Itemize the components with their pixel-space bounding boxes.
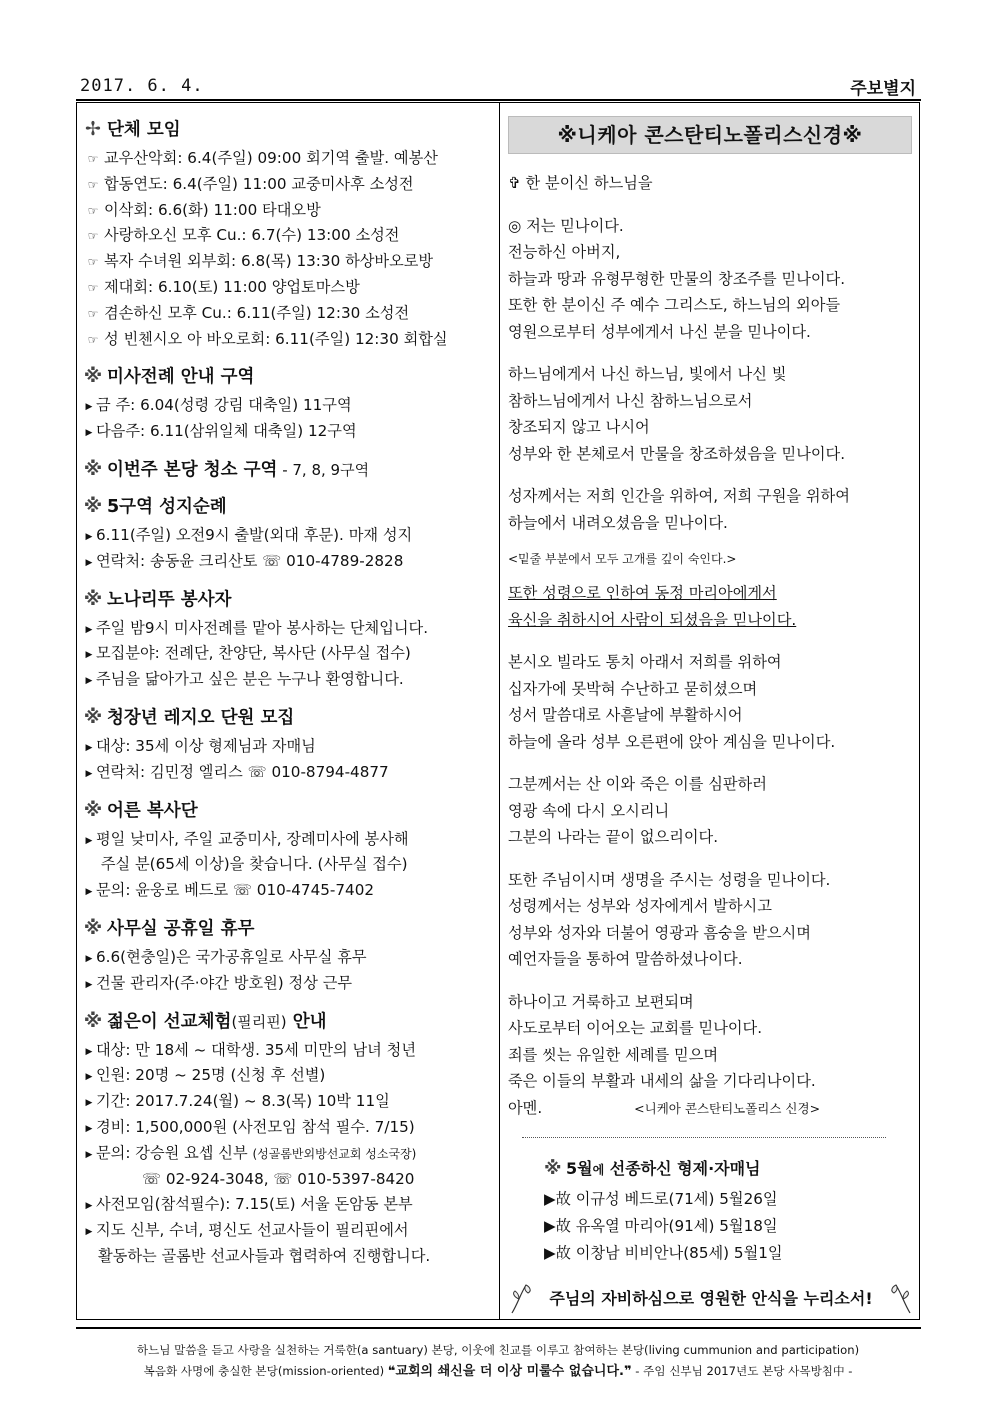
- creed-line: 영광 속에 다시 오시리니: [508, 801, 670, 820]
- section-mark-icon: ※: [83, 705, 103, 728]
- section-mark-icon: ※: [83, 587, 103, 610]
- section-mark-icon: ※: [83, 457, 103, 480]
- triangle-bullet-icon: ▶: [85, 1201, 93, 1212]
- creed-line: 성부와 성자와 더불어 영광과 흠숭을 받으시며: [508, 923, 811, 942]
- creed-line: 성령께서는 성부와 성자에게서 발하시고: [508, 897, 772, 915]
- creed-line: 그분께서는 산 이와 죽은 이를 심판하러: [508, 775, 767, 793]
- footer-line: 하느님 말씀을 듣고 사랑을 실천하는 거룩한(a santuary) 본당, 이웃에 친교를 이루고 참여하는 본당(living cummunion and participation): [136, 1343, 860, 1357]
- triangle-bullet-icon: ▶: [85, 402, 93, 413]
- memorial-item: ▶故 이규성 베드로(71세) 5월26일: [544, 1190, 778, 1208]
- section-title: ※ 노나리뚜 봉사자: [83, 587, 232, 610]
- list-item: ▶ 기간: 2017.7.24(월) ~ 8.3(목) 10박 11일: [82, 1089, 492, 1115]
- pointing-hand-icon: ☞: [87, 177, 99, 192]
- creed-line: 육신을 취하시어 사람이 되셨음을 믿나이다.: [508, 610, 797, 629]
- list-item: ☞ 합동연도: 6.4(주일) 11:00 교중미사후 소성전: [82, 172, 492, 198]
- triangle-bullet-icon: ▶: [85, 531, 93, 542]
- section-mark-icon: ※: [83, 494, 103, 517]
- bulletin-date: 2017. 6. 4.: [80, 76, 204, 96]
- creed-line: 또한 성령으로 인하여 동정 마리아에게서: [508, 584, 777, 602]
- section-title: ※ 미사전례 안내 구역: [83, 365, 255, 388]
- triangle-bullet-icon: ▶: [85, 557, 93, 568]
- creed-title: ※니케아 콘스탄티노폴리스신경※: [508, 116, 912, 154]
- list-item: ▶ 연락처: 송동윤 크리산토 ☏ 010-4789-2828: [82, 549, 492, 575]
- list-item: ▶ 건물 관리자(주·야간 방호원) 정상 근무: [82, 971, 492, 997]
- section-title: ※ 사무실 공휴일 휴무: [83, 916, 255, 939]
- list-item: ▶ 인원: 20명 ~ 25명 (신청 후 선별): [82, 1063, 492, 1089]
- creed-line: 또한 한 분이신 주 예수 그리스도, 하느님의 외아들: [508, 296, 841, 314]
- column-divider: [499, 102, 500, 1320]
- footer-rule: [76, 1327, 921, 1329]
- triangle-bullet-icon: ▶: [85, 1046, 93, 1057]
- list-item: ▶ 평일 낮미사, 주일 교중미사, 장례미사에 봉사해: [82, 827, 492, 853]
- notice-section: [82, 363, 492, 445]
- creed-line: 전능하신 아버지,: [508, 243, 621, 261]
- list-item-continued: 활동하는 골롬반 선교사들과 협력하여 진행합니다.: [98, 1246, 431, 1265]
- memorial-item: ▶故 유옥열 마리아(91세) 5월18일: [544, 1217, 778, 1235]
- list-item: ▶ 주일 밤9시 미사전례를 맡아 봉사하는 단체입니다.: [82, 616, 492, 642]
- header-rule: [76, 99, 921, 101]
- notice-section: [82, 493, 492, 575]
- triangle-bullet-icon: ▶: [85, 979, 93, 990]
- bulletin-title: 주보별지: [850, 79, 916, 99]
- list-item: ▶ 지도 신부, 수녀, 평신도 선교사들이 필리핀에서: [82, 1218, 492, 1244]
- creed-line: 영원으로부터 성부에게서 나신 분을 믿나이다.: [508, 322, 811, 341]
- section-mark-icon: ※: [544, 1158, 562, 1179]
- triangle-bullet-icon: ▶: [85, 428, 93, 439]
- triangle-bullet-icon: ▶: [85, 835, 93, 846]
- list-item: ▶ 문의: 강승원 요셉 신부 (성골롬반외방선교회 성소국장): [82, 1141, 492, 1167]
- section-mark-icon: ※: [83, 365, 103, 388]
- triangle-bullet-icon: ▶: [85, 1098, 93, 1109]
- creed-line: 사도로부터 이어오는 교회를 믿나이다.: [508, 1019, 763, 1037]
- creed-line: 하늘과 땅과 유형무형한 만물의 창조주를 믿나이다.: [508, 269, 846, 288]
- triangle-bullet-icon: ▶: [85, 768, 93, 779]
- list-item: ☞ 제대회: 6.10(토) 11:00 양업토마스방: [82, 275, 492, 301]
- triangle-bullet-icon: ▶: [85, 742, 93, 753]
- section-title: ※ 젊은이 선교체험(필리핀) 안내: [83, 1009, 327, 1032]
- notice-sections: [82, 116, 492, 997]
- section-mark-icon: ※: [83, 1009, 103, 1032]
- creed-line: 하늘에서 내려오셨음을 믿나이다.: [508, 513, 728, 532]
- creed-paragraph-underlined: [508, 580, 914, 633]
- creed-paragraph: [508, 771, 914, 851]
- memorial-prayer: 주님의 자비하심으로 영원한 안식을 누리소서!: [508, 1279, 914, 1319]
- section-mission: [82, 1008, 492, 1270]
- notice-section: [82, 915, 492, 997]
- list-item: ☞ 사랑하오신 모후 Cu.: 6.7(수) 13:00 소성전: [82, 223, 492, 249]
- creed-line: 창조되지 않고 나시어: [508, 418, 650, 436]
- creed-line: ◎ 저는 믿나이다.: [508, 216, 624, 235]
- list-item: ☞ 이삭회: 6.6(화) 11:00 타대오방: [82, 198, 492, 224]
- page-footer: [76, 1340, 920, 1382]
- section-title: ※ 이번주 본당 청소 구역 - 7, 8, 9구역: [83, 457, 370, 480]
- footer-line: 복음화 사명에 충실한 본당(mission-oriented) ❝교회의 쇄신을 더 이상 미룰수 없습니다.❞ - 주임 신부님 2017년도 본당 사목방침中 -: [143, 1364, 853, 1379]
- creed-line: 하나이고 거룩하고 보편되며: [508, 992, 694, 1011]
- list-item: ☞ 복자 수녀원 외부회: 6.8(목) 13:30 하상바오로방: [82, 249, 492, 275]
- section-title: ※ 5구역 성지순례: [83, 494, 227, 517]
- creed-line: 성부와 한 본체로서 만물을 창조하셨음을 믿나이다.: [508, 444, 846, 463]
- memorial-title: ※ 5월에 선종하신 형제·자매님: [544, 1156, 914, 1182]
- list-item: ▶ 6.6(현충일)은 국가공휴일로 사무실 휴무: [82, 945, 492, 971]
- triangle-bullet-icon: ▶: [544, 1190, 556, 1208]
- flower-ornament-icon: [508, 1281, 536, 1315]
- notice-section: [82, 586, 492, 693]
- notice-section: [82, 704, 492, 786]
- creed-intro: ✞ 한 분이신 하느님을: [508, 174, 653, 192]
- flower-ornament-icon: [886, 1281, 914, 1315]
- list-item: ▶ 금 주: 6.04(성령 강림 대축일) 11구역: [82, 393, 492, 419]
- pointing-hand-icon: ☞: [87, 280, 99, 295]
- list-item: ▶ 주님을 닮아가고 싶은 분은 누구나 환영합니다.: [82, 667, 492, 693]
- creed-source: <니케아 콘스탄티노폴리스 신경>: [634, 1100, 821, 1116]
- creed-line: 참하느님에게서 나신 참하느님으로서: [508, 391, 753, 410]
- creed-amen: 아멘. <니케아 콘스탄티노폴리스 신경>: [508, 1098, 821, 1117]
- section-mark-icon: ※: [83, 916, 103, 939]
- creed-bow-note: <밑줄 부분에서 모두 고개를 깊이 숙인다.>: [508, 552, 737, 566]
- pointing-hand-icon: ☞: [87, 203, 99, 218]
- footer-emphasis: ❝교회의 쇄신을 더 이상 미룰수 없습니다.❞: [387, 1364, 632, 1379]
- creed-line: 하느님에게서 나신 하느님, 빛에서 나신 빛: [508, 365, 787, 383]
- triangle-bullet-icon: ▶: [544, 1244, 556, 1262]
- creed-paragraph: [508, 213, 914, 346]
- notice-section: [82, 116, 492, 352]
- creed-line: 본시오 빌라도 통치 아래서 저희를 위하여: [508, 653, 782, 671]
- notice-section: [82, 456, 492, 482]
- list-item: ▶ 대상: 35세 이상 형제님과 자매님: [82, 734, 492, 760]
- notice-section: [82, 797, 492, 904]
- triangle-bullet-icon: ▶: [85, 1072, 93, 1083]
- pointing-hand-icon: ☞: [87, 332, 99, 347]
- memorial-item: ▶故 이창남 비비안나(85세) 5월1일: [544, 1244, 783, 1262]
- section-title: ※ 어른 복사단: [83, 798, 198, 821]
- triangle-bullet-icon: ▶: [85, 1227, 93, 1238]
- left-column: [82, 110, 492, 1281]
- creed-line: 십자가에 못박혀 수난하고 묻히셨으며: [508, 679, 758, 698]
- creed-line: 성자께서는 저희 인간을 위하여, 저희 구원을 위하여: [508, 487, 850, 505]
- pointing-hand-icon: ☞: [87, 152, 99, 166]
- creed-line: 예언자들을 통하여 말씀하셨나이다.: [508, 950, 743, 968]
- triangle-bullet-icon: ▶: [85, 1123, 93, 1134]
- list-item: ☞ 교우산악회: 6.4(주일) 09:00 회기역 출발. 예봉산: [82, 146, 492, 172]
- pointing-hand-icon: ☞: [87, 255, 99, 270]
- creed-line: 그분의 나라는 끝이 없으리이다.: [508, 828, 719, 846]
- dotted-separator: [522, 1137, 886, 1138]
- section-mark-icon: ✢: [85, 118, 101, 140]
- creed-paragraph: [508, 483, 914, 536]
- pointing-hand-icon: ☞: [87, 306, 99, 321]
- list-item: ▶ 모집분야: 전례단, 찬양단, 복사단 (사무실 접수): [82, 641, 492, 667]
- right-column: [508, 110, 914, 1319]
- list-item: ▶ 대상: 만 18세 ~ 대학생. 35세 미만의 남녀 청년: [82, 1038, 492, 1064]
- list-item: ▶ 사전모임(참석필수): 7.15(토) 서울 돈암동 본부: [82, 1192, 492, 1218]
- phone-numbers: ☏ 02-924-3048, ☏ 010-5397-8420: [142, 1169, 415, 1188]
- creed-paragraph: [508, 989, 914, 1095]
- triangle-bullet-icon: ▶: [85, 1149, 93, 1160]
- list-item: 주실 분(65세 이상)을 찾습니다. (사무실 접수): [96, 855, 408, 874]
- creed-line: 성서 말씀대로 사흗날에 부활하시어: [508, 706, 743, 724]
- list-item: ☞ 겸손하신 모후 Cu.: 6.11(주일) 12:30 소성전: [82, 301, 492, 327]
- creed-line: 죽은 이들의 부활과 내세의 삶을 기다리나이다.: [508, 1072, 816, 1090]
- page-header: [76, 72, 920, 98]
- list-item: ▶ 연락처: 김민정 엘리스 ☏ 010-8794-4877: [82, 760, 492, 786]
- creed-paragraph: [508, 361, 914, 467]
- creed-paragraph: [508, 867, 914, 973]
- pointing-hand-icon: ☞: [87, 229, 99, 244]
- triangle-bullet-icon: ▶: [544, 1217, 556, 1235]
- section-title: ✢ 단체 모임: [82, 116, 492, 142]
- creed-paragraph: [508, 649, 914, 755]
- list-item: ☞ 성 빈첸시오 아 바오로회: 6.11(주일) 12:30 회합실: [82, 327, 492, 353]
- creed-line: 또한 주님이시며 생명을 주시는 성령을 믿나이다.: [508, 870, 831, 889]
- list-item: ▶ 경비: 1,500,000원 (사전모임 참석 필수. 7/15): [82, 1115, 492, 1141]
- creed-line: 하늘에 올라 성부 오른편에 앉아 계심을 믿나이다.: [508, 732, 836, 751]
- triangle-bullet-icon: ▶: [85, 676, 93, 687]
- section-title: ※ 청장년 레지오 단원 모집: [83, 705, 295, 728]
- triangle-bullet-icon: ▶: [85, 887, 93, 898]
- triangle-bullet-icon: ▶: [85, 624, 93, 635]
- triangle-bullet-icon: ▶: [85, 953, 93, 964]
- triangle-bullet-icon: ▶: [85, 650, 93, 661]
- list-item: ▶ 다음주: 6.11(삼위일체 대축일) 12구역: [82, 419, 492, 445]
- list-item: ▶ 6.11(주일) 오전9시 출발(외대 후문). 마재 성지: [82, 523, 492, 549]
- list-item: ▶ 문의: 윤웅로 베드로 ☏ 010-4745-7402: [82, 878, 492, 904]
- section-mark-icon: ※: [83, 798, 103, 821]
- creed-line: 죄를 씻는 유일한 세례를 믿으며: [508, 1045, 719, 1064]
